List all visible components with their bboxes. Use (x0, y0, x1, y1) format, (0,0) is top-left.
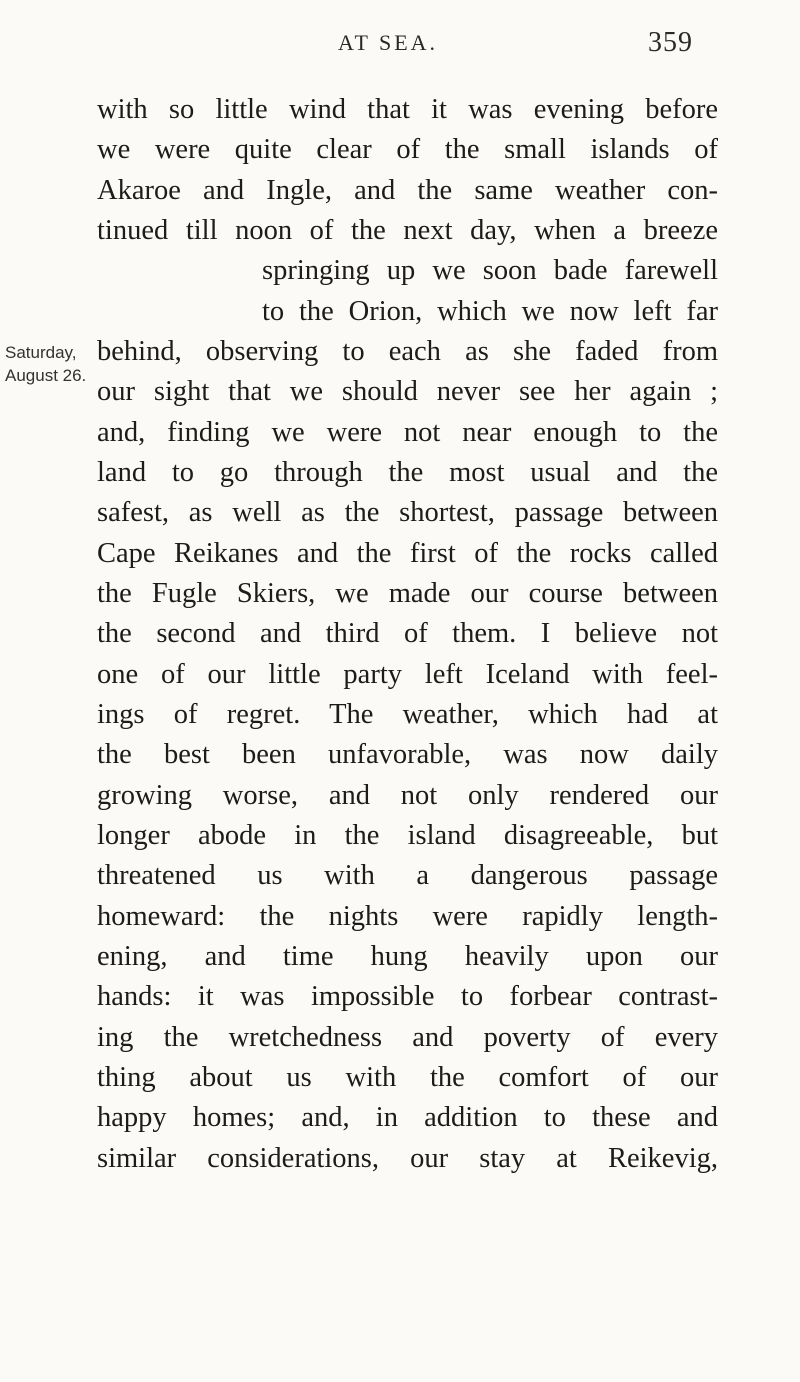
page-number: 359 (648, 27, 693, 58)
text-line: tinued till noon of the next day, when a breeze (97, 215, 718, 246)
text-line: one of our little party left Iceland with feel- (97, 659, 718, 690)
text-line: our sight that we should never see her again ; (97, 376, 718, 407)
text-line: to the Orion, which we now left far (262, 296, 718, 327)
text-line: homeward: the nights were rapidly length- (97, 901, 718, 932)
text-line: similar considerations, our stay at Reikevig, (97, 1143, 718, 1174)
text-line: Cape Reikanes and the first of the rocks called (97, 538, 718, 569)
text-line: Akaroe and Ingle, and the same weather con- (97, 175, 718, 206)
text-line: the best been unfavorable, was now daily (97, 739, 718, 770)
text-line: thing about us with the comfort of our (97, 1062, 718, 1093)
text-line: growing worse, and not only rendered our (97, 780, 718, 811)
margin-note-day: Saturday, (5, 343, 77, 362)
text-line: with so little wind that it was evening before (97, 94, 718, 125)
text-line: happy homes; and, in addition to these and (97, 1102, 718, 1133)
text-line: behind, observing to each as she faded from (97, 336, 718, 367)
text-line: springing up we soon bade farewell (262, 255, 718, 286)
text-line: the Fugle Skiers, we made our course between (97, 578, 718, 609)
text-line: the second and third of them. I believe not (97, 618, 718, 649)
text-line: ing the wretchedness and poverty of every (97, 1022, 718, 1053)
text-line: land to go through the most usual and the (97, 457, 718, 488)
text-line: safest, as well as the shortest, passage between (97, 497, 718, 528)
text-line: hands: it was impossible to forbear contrast- (97, 981, 718, 1012)
text-line: ening, and time hung heavily upon our (97, 941, 718, 972)
text-line: and, finding we were not near enough to the (97, 417, 718, 448)
text-line: threatened us with a dangerous passage (97, 860, 718, 891)
running-head: AT SEA. (338, 30, 439, 55)
text-line: longer abode in the island disagreeable, but (97, 820, 718, 851)
margin-note-date: August 26. (5, 366, 87, 385)
text-line: ings of regret. The weather, which had at (97, 699, 718, 730)
text-line: we were quite clear of the small islands of (97, 134, 718, 165)
